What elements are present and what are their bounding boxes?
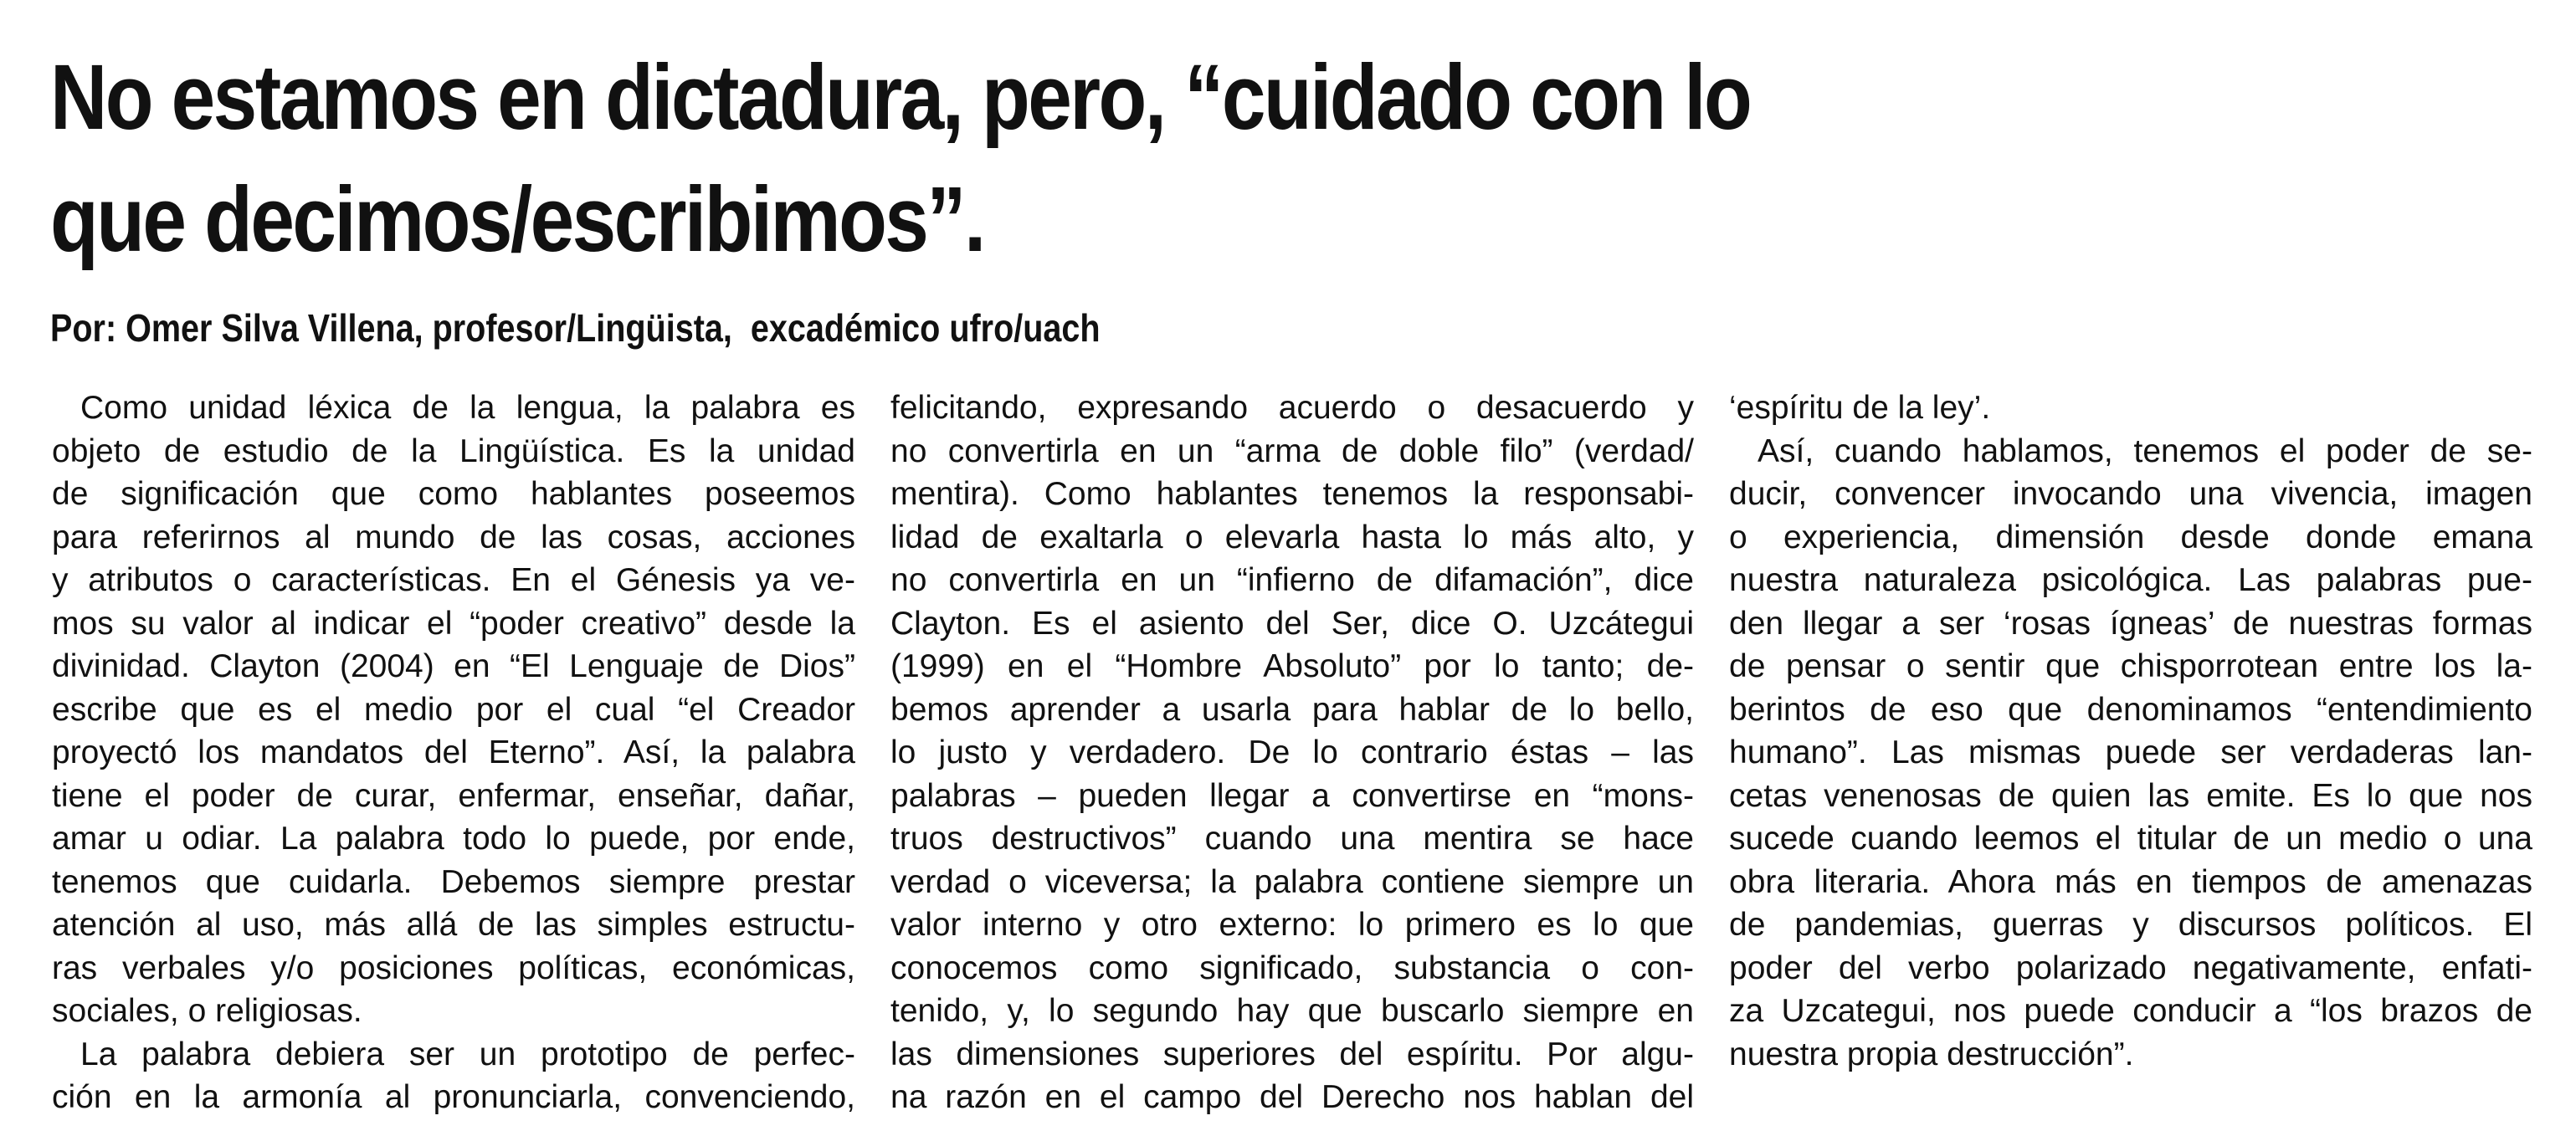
headline: [50, 37, 1778, 281]
text-line: humano”. Las mismas puede ser verdaderas lan-: [1729, 734, 2532, 770]
text-column-1: [52, 386, 855, 1119]
text-line: conocemos como significado, substancia o con-: [890, 949, 1694, 986]
text-line: sucede cuando leemos el titular de un medio o una: [1729, 821, 2532, 857]
text-line: o experiencia, dimensión desde donde emana: [1729, 519, 2532, 555]
text-line: La palabra debiera ser un prototipo de perfec-: [80, 1036, 855, 1072]
text-line: na razón en el campo del Derecho nos hablan del: [890, 1079, 1694, 1115]
text-line: lidad de exaltarla o elevarla hasta lo más alto, y: [890, 519, 1694, 555]
text-line: berintos de eso que denominamos “entendimiento: [1729, 691, 2532, 728]
headline-line: No estamos en dictadura, pero, “cuidado con lo: [50, 46, 1751, 149]
text-line: obra literaria. Ahora más en tiempos de amenazas: [1729, 863, 2532, 900]
text-line: las dimensiones superiores del espíritu. Por algu-: [890, 1036, 1694, 1072]
text-line: y atributos o características. En el Génesis ya ve-: [52, 562, 855, 598]
text-line: cetas venenosas de quien las emite. Es lo que nos: [1729, 777, 2532, 814]
text-line: Así, cuando hablamos, tenemos el poder de se-: [1758, 432, 2532, 469]
text-line: za Uzcategui, nos puede conducir a “los brazos de: [1729, 993, 2532, 1029]
text-line: no convertirla en un “infierno de difamación”, dice: [890, 562, 1694, 598]
text-line: den llegar a ser ‘rosas ígneas’ de nuestras formas: [1729, 605, 2532, 642]
text-line: escribe que es el medio por el cual “el Creador: [52, 691, 855, 728]
text-line: no convertirla en un “arma de doble filo” (verdad/: [890, 432, 1694, 469]
text-line: (1999) en el “Hombre Absoluto” por lo tanto; de-: [890, 648, 1694, 684]
text-column-2: [890, 386, 1694, 1119]
text-line: palabras – pueden llegar a convertirse en “mons-: [890, 777, 1694, 814]
text-line: para referirnos al mundo de las cosas, acciones: [52, 519, 855, 555]
text-line: ción en la armonía al pronunciarla, convenciendo,: [52, 1079, 855, 1115]
headline-line: que decimos/escribimos”.: [50, 168, 984, 271]
text-line: objeto de estudio de la Lingüística. Es la unidad: [52, 432, 855, 469]
text-line: de pandemias, guerras y discursos políticos. El: [1729, 907, 2532, 943]
text-line: tenido, y, lo segundo hay que buscarlo siempre en: [890, 993, 1694, 1029]
text-line: nuestra naturaleza psicológica. Las palabras pue-: [1729, 562, 2532, 598]
text-line: amar u odiar. La palabra todo lo puede, por ende,: [52, 821, 855, 857]
text-line: mentira). Como hablantes tenemos la responsabi-: [890, 476, 1694, 512]
text-line: poder del verbo polarizado negativamente, enfati-: [1729, 949, 2532, 986]
text-line: ‘espíritu de la ley’.: [1729, 390, 1991, 426]
text-line: truos destructivos” cuando una mentira se hace: [890, 821, 1694, 857]
text-line: tiene el poder de curar, enfermar, enseñar, dañar,: [52, 777, 855, 814]
byline: Por: Omer Silva Villena, profesor/Lingüista, excadémico ufro/uach: [50, 306, 1101, 350]
text-line: proyectó los mandatos del Eterno”. Así, la palabra: [52, 734, 855, 770]
text-line: atención al uso, más allá de las simples estructu-: [52, 907, 855, 943]
text-line: Clayton. Es el asiento del Ser, dice O. Uzcátegui: [890, 605, 1694, 642]
text-line: bemos aprender a usarla para hablar de lo bello,: [890, 691, 1694, 728]
text-line: valor interno y otro externo: lo primero es lo que: [890, 907, 1694, 943]
text-line: verdad o viceversa; la palabra contiene siempre un: [890, 863, 1694, 900]
text-line: Como unidad léxica de la lengua, la palabra es: [80, 390, 855, 426]
text-line: tenemos que cuidarla. Debemos siempre prestar: [52, 863, 855, 900]
text-line: ducir, convencer invocando una vivencia, imagen: [1729, 476, 2532, 512]
text-column-3: [1729, 386, 2532, 1076]
text-line: nuestra propia destrucción”.: [1729, 1036, 2134, 1072]
text-line: mos su valor al indicar el “poder creativo” desde la: [52, 605, 855, 642]
text-line: divinidad. Clayton (2004) en “El Lenguaje de Dios”: [52, 648, 855, 684]
text-line: lo justo y verdadero. De lo contrario éstas – las: [890, 734, 1694, 770]
text-line: de significación que como hablantes poseemos: [52, 476, 855, 512]
text-line: ras verbales y/o posiciones políticas, económicas,: [52, 949, 855, 986]
text-line: sociales, o religiosas.: [52, 993, 362, 1029]
text-line: felicitando, expresando acuerdo o desacuerdo y: [890, 390, 1694, 426]
text-line: de pensar o sentir que chisporrotean entre los la-: [1729, 648, 2532, 684]
